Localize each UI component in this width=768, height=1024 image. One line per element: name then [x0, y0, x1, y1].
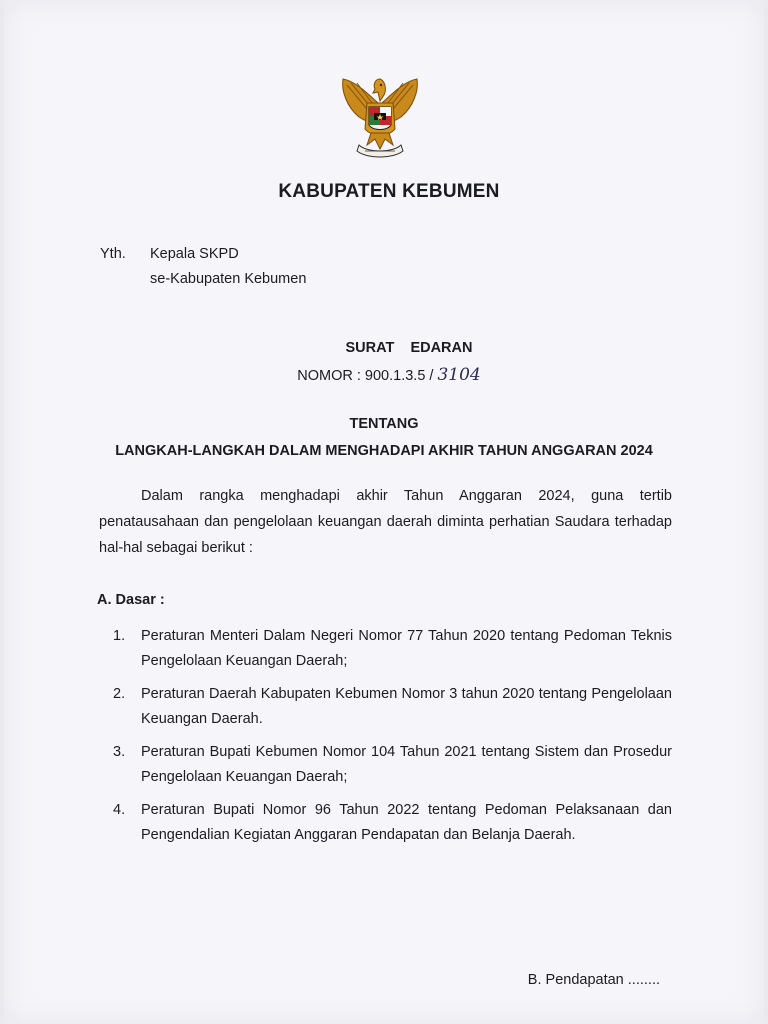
- document-number-label: NOMOR : 900.1.3.5 /: [297, 368, 438, 384]
- list-item-number: 3.: [113, 744, 126, 760]
- list-item: [113, 682, 672, 732]
- about-label: TENTANG: [349, 416, 419, 432]
- list-item-text: Peraturan Bupati Kebumen Nomor 104 Tahun 2021 tentang Sistem dan Prosedur Pengelolaan Keuangan Daerah;: [141, 744, 672, 785]
- addressee-block: [100, 246, 307, 287]
- about-title: LANGKAH-LANGKAH DALAM MENGHADAPI AKHIR TAHUN ANGGARAN 2024: [115, 443, 653, 459]
- list-item-text: Peraturan Menteri Dalam Negeri Nomor 77 Tahun 2020 tentang Pedoman Teknis Pengelolaan Keuangan Daerah;: [141, 628, 681, 669]
- intro-paragraph: Dalam rangka menghadapi akhir Tahun Anggaran 2024, guna tertib penatausahaan dan pengelolaan keuangan daerah diminta perhatian Saudara terhadap hal-hal sebagai berikut :: [99, 488, 672, 556]
- garuda-emblem-icon: [337, 73, 423, 161]
- document-number-handwritten: 3104: [437, 365, 481, 385]
- list-item: [113, 798, 672, 848]
- document-number: [4, 365, 764, 385]
- addressee-prefix: Yth.: [100, 246, 126, 262]
- list-item-text: Peraturan Daerah Kabupaten Kebumen Nomor 3 tahun 2020 tentang Pengelolaan Keuangan Daerah.: [141, 686, 672, 727]
- list-item-number: 1.: [113, 628, 126, 644]
- section-a-heading: A. Dasar :: [97, 592, 165, 608]
- basis-list: [113, 624, 681, 856]
- addressee-line-1: Kepala SKPD: [150, 246, 239, 262]
- addressee-line-2: se-Kabupaten Kebumen: [150, 271, 307, 287]
- regency-title: KABUPATEN KEBUMEN: [278, 181, 500, 202]
- list-item-number: 2.: [113, 686, 126, 702]
- document-type: SURAT EDARAN: [345, 340, 473, 356]
- list-item: [113, 624, 681, 674]
- document-page: [4, 0, 764, 1024]
- list-item: [113, 740, 672, 790]
- page-continuation: B. Pendapatan ........: [527, 972, 660, 988]
- list-item-number: 4.: [113, 802, 126, 818]
- list-item-text: Peraturan Bupati Nomor 96 Tahun 2022 tentang Pedoman Pelaksanaan dan Pengendalian Kegiatan Anggaran Pendapatan dan Belanja Daerah.: [141, 802, 672, 843]
